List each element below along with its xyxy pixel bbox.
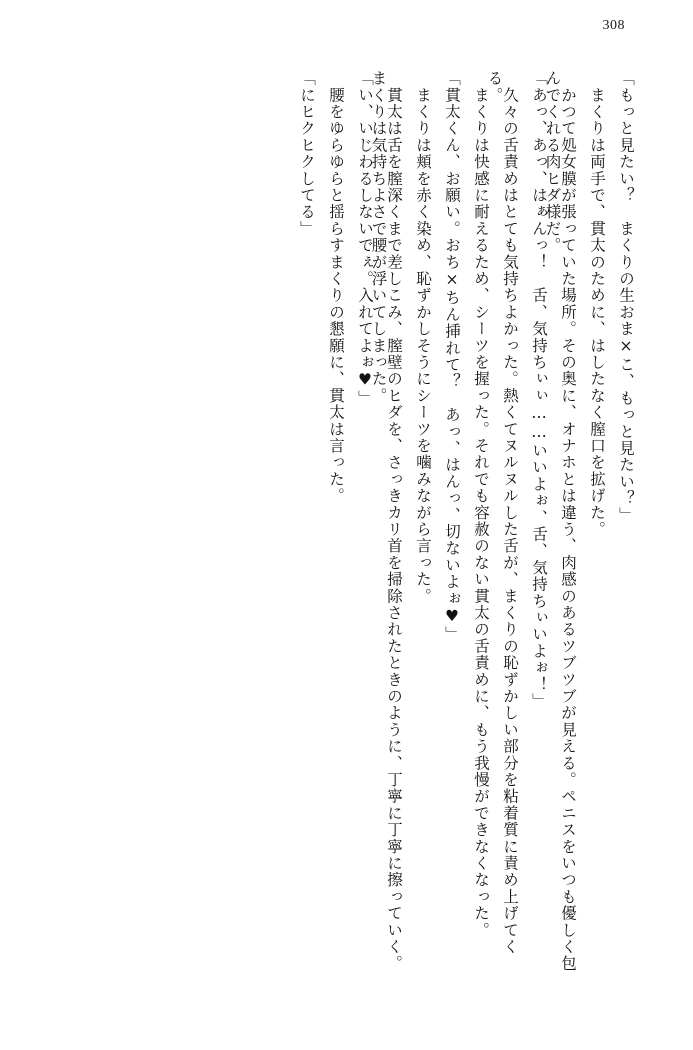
text-column: まくりは快感に耐えるため、シーツを握った。それでも容赦のない貫太の舌責めに、もう我慢ができなくなった。 [472,70,490,939]
text-column: 久々の舌責めはとても気持ちよかった。熱くてヌルヌルした舌が、まくりの恥ずかしい部分を粘着質に責め上げてくる。 [485,70,519,956]
text-column: 「にヒクヒクしてる」 [298,70,316,237]
page-number: 308 [602,18,625,33]
text-column: まくりは頬を赤く染め、恥ずかしそうにシーツを噛みながら言った。 [414,70,432,605]
text-column: 「い、いじわるしないでぇ。入れてよぉ♥」 [356,70,374,407]
text-column: 貫太は舌を膣深くまで差しこみ、膣壁のヒダを、さっきカリ首を掃除されたときのように、丁寧に丁寧に擦っていく。まくりは気持ちよさで腰が浮いてしまった。 [369,70,403,972]
text-column: 「あっ、あっ、はぁんっ！ 舌、気持ちぃぃ……いいよぉ、舌、気持ちぃいよぉ！」 [530,70,548,710]
text-column: 腰をゆらゆらと揺らすまくりの懇願に、貫太は言った。 [327,70,345,505]
text-column: まくりは両手で、貫太のために、はしたなく膣口を拡げた。 [588,70,606,538]
text-column: かつて処女膜が張っていた場所。その奥に、オナホとは違う、肉感のあるツブツブが見える。ペニスをいつも優しく包んでくれる肉ヒダ様だ。 [543,70,577,972]
body-text-block [60,70,633,990]
text-column: 「もっと見たい？ まくりの生おま×こ、もっと見たい？」 [617,70,635,524]
text-column: 「貫太くん、お願い。おち×ちん挿れて？ あっ、はんっ、切ないよぉ♥」 [443,70,461,643]
